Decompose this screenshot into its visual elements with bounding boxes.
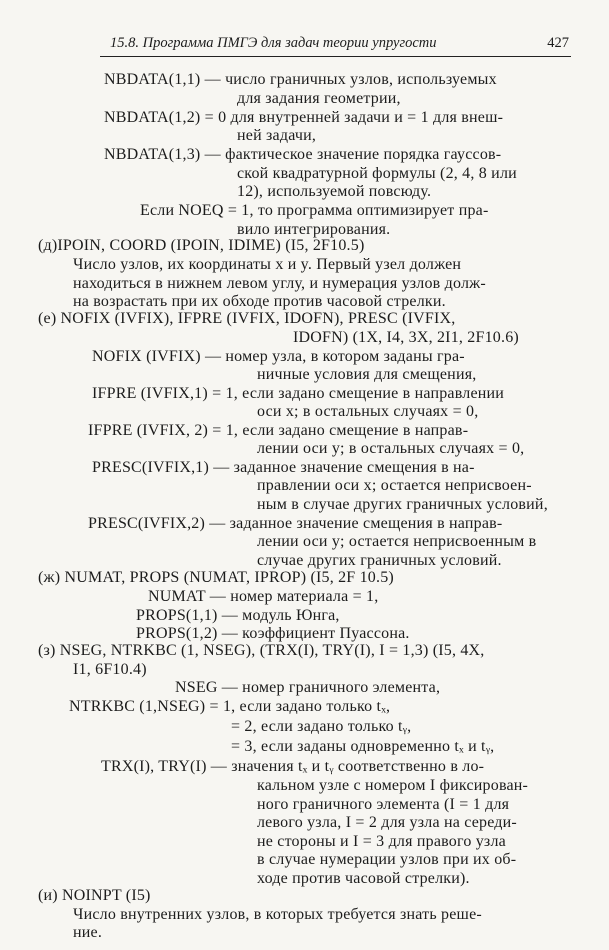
section-heading: (ж) NUMAT, PROPS (NUMAT, IPROP) (I5, 2F 10.5) [38, 569, 394, 586]
text-line: ходе против часовой стрелки). [257, 870, 470, 887]
text-line: IFPRE (IVFIX,1) = 1, если задано смещение в направлении [92, 385, 505, 402]
text-line: NBDATA(1,2) = 0 для внутренней задачи и = 1 для внеш- [104, 109, 504, 126]
text-line: находиться в нижнем левом углу, и нумерация узлов долж- [73, 275, 486, 292]
text-line: = 3, если заданы одновременно tₓ и tᵧ, [231, 738, 495, 755]
text-line: IFPRE (IVFIX, 2) = 1, если задано смещение в направ- [88, 422, 469, 439]
text-line: 12), используемой повсюду. [237, 183, 432, 200]
section-heading: (д)IPOIN, COORD (IPOIN, IDIME) (I5, 2F10.5) [38, 237, 365, 254]
text-line: ской квадратурной формулы (2, 4, 8 или [237, 165, 517, 182]
text-line: I1, 6F10.4) [73, 661, 147, 678]
text-line: = 2, если задано только tᵧ, [231, 718, 412, 735]
text-line: лении оси y; в остальных случаях = 0, [257, 440, 525, 457]
text-line: в случае нумерации узлов при их об- [257, 851, 517, 868]
section-heading: (з) NSEG, NTRKBC (1, NSEG), (TRX(I), TRY(I), I = 1,3) (I5, 4X, [38, 642, 485, 659]
text-line: NSEG — номер граничного элемента, [175, 679, 441, 696]
section-heading: (и) NOINPT (I5) [38, 887, 151, 904]
text-line: PROPS(1,1) — модуль Юнга, [136, 607, 340, 624]
text-line: Число внутренних узлов, в которых требуется знать реше- [73, 906, 482, 923]
page-number: 427 [547, 35, 569, 51]
text-line: лении оси y; остается неприсвоенным в [257, 533, 537, 550]
text-line: ние. [73, 924, 103, 941]
text-line: Число узлов, их координаты x и y. Первый узел должен [73, 256, 462, 273]
text-line: ным в случае других граничных условий, [257, 496, 548, 513]
text-line: NOFIX (IVFIX) — номер узла, в котором заданы гра- [92, 348, 465, 365]
section-heading: (е) NOFIX (IVFIX), IFPRE (IVFIX, IDOFN), PRESC (IVFIX, [38, 310, 456, 327]
text-line: случае других граничных условий. [257, 552, 502, 569]
text-line: NTRKBC (1,NSEG) = 1, если задано только tₓ, [69, 698, 391, 715]
text-line: ничные условия для смещения, [257, 366, 477, 383]
text-line: кальном узле с номером I фиксирован- [257, 777, 529, 794]
running-title: 15.8. Программа ПМГЭ для задач теории упругости [110, 35, 437, 51]
text-line: оси x; в остальных случаях = 0, [257, 403, 479, 420]
text-line: левого узла, I = 2 для узла на середи- [257, 814, 517, 831]
text-line: для задания геометрии, [237, 90, 401, 107]
text-line: NBDATA(1,3) — фактическое значение порядка гауссов- [104, 146, 502, 163]
text-line: не стороны и I = 3 для правого узла [257, 833, 506, 850]
text-line: PRESC(IVFIX,2) — заданное значение смещения в направ- [88, 515, 503, 532]
text-line: правлении оси x; остается неприсвоен- [257, 477, 532, 494]
text-line: Если NOEQ = 1, то программа оптимизирует пра- [140, 202, 489, 219]
text-line: NBDATA(1,1) — число граничных узлов, используемых [104, 71, 497, 88]
text-line: на возрастать при их обходе против часовой стрелки. [73, 293, 446, 310]
text-line: PROPS(1,2) — коэффициент Пуассона. [136, 625, 410, 642]
text-line: TRX(I), TRY(I) — значения tₓ и tᵧ соответственно в ло- [101, 758, 485, 775]
text-line: IDOFN) (1X, I4, 3X, 2I1, 2F10.6) [293, 329, 519, 346]
text-line: ного граничного элемента (I = 1 для [257, 796, 510, 813]
text-line: NUMAT — номер материала = 1, [148, 588, 379, 605]
text-line: ней задачи, [237, 127, 317, 144]
text-line: вило интегрирования. [237, 221, 391, 238]
text-line: PRESC(IVFIX,1) — заданное значение смещения в на- [92, 459, 475, 476]
